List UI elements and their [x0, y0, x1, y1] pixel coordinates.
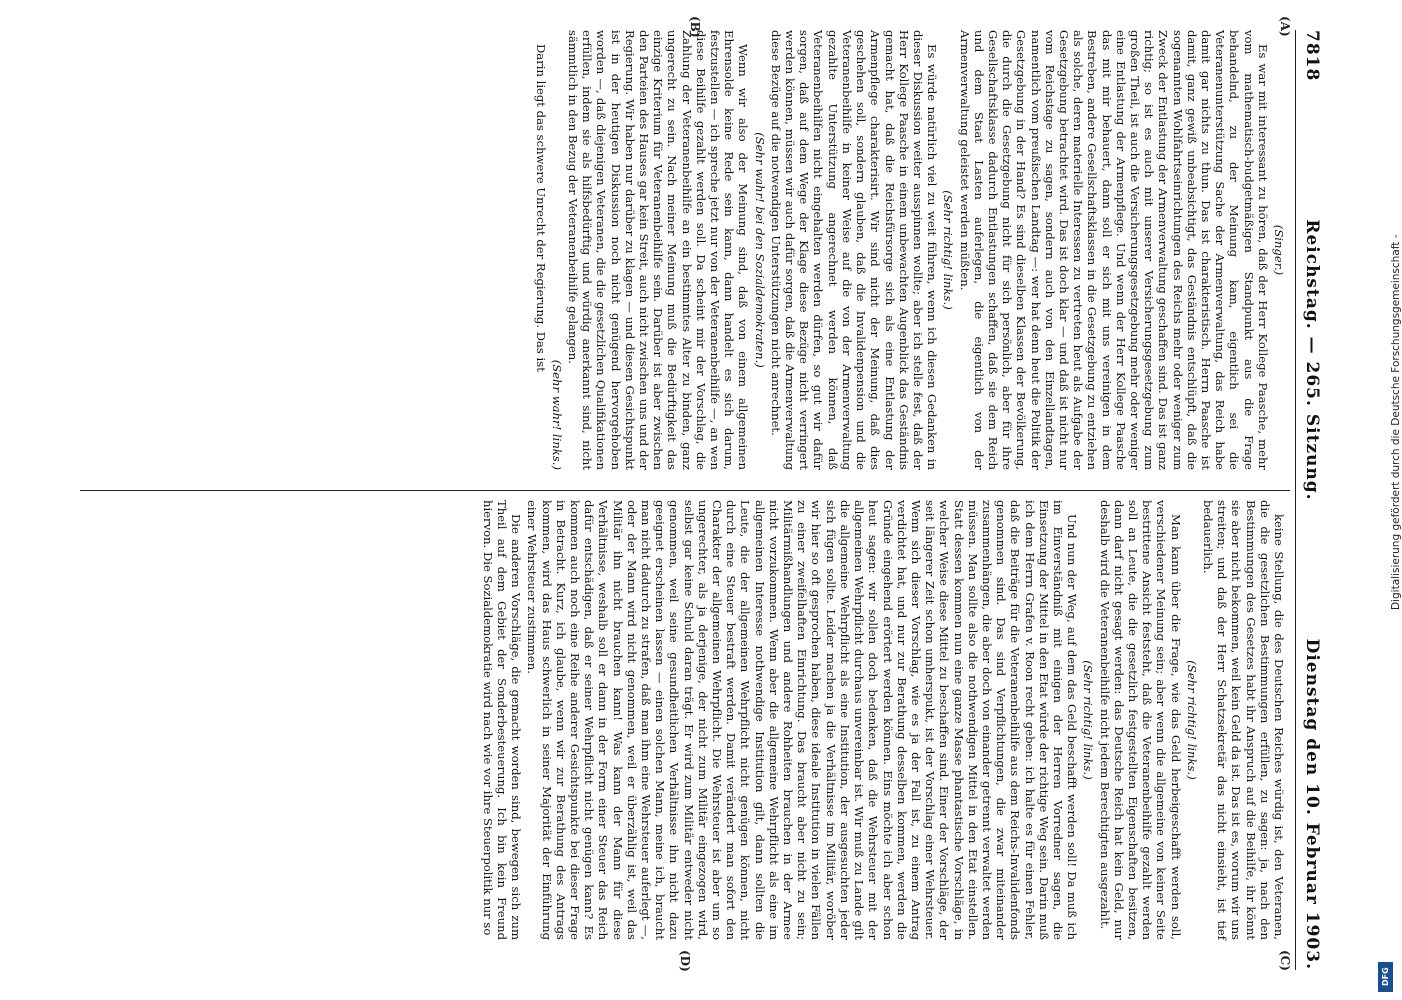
margin-mark-c: (C)	[1278, 950, 1292, 971]
dfg-logo: DFG	[1378, 962, 1393, 992]
interjection: (Sehr richtig! links.)	[941, 190, 956, 310]
digitization-credit: Digitalisierung gefördert durch die Deutsche Forschungsgemeinschaft -	[1390, 234, 1402, 610]
paragraph: Es würde natürlich viel zu weit führen, wenn ich diesen Gedanken in dieser Diskussion weiter ausspinnen wollte; aber ich stelle fest, daß der Herr Kollege Paasche in einem unbewachten Augenblick das Geständnis gemacht hat, daß die Reichsfürsorge sich als eine Entlastung der Armenpflege charakterisirt. Wir sind nicht der Meinung, daß dies geschehen soll, sondern glauben, daß die Invalidenpension und die Veteranenbeihilfe in keiner Weise auf die von der Armenverwaltung gezahlte Unterstützung angerechnet werden können, daß Veteranenbeihilfen nicht eingehalten werden dürfen, so gut wir dafür sorgen, daß auf dem Wege der Klage diese Bezüge nicht verringert werden können, müssen wir auch dafür sorgen, daß die Armenverwaltung diese Bezüge auf die notwendigen Unterstützungen nicht anrechnet.	[768, 30, 940, 470]
left-column	[81, 30, 1286, 470]
interjection: (Sehr richtig! links.)	[1081, 660, 1096, 780]
interjection: (Sehr wahr! links.)	[549, 359, 564, 470]
interjection: (Sehr richtig! links.)	[1184, 660, 1199, 780]
paragraph: Man kann über die Frage, wie das Geld herbeigeschafft werden soll, verschiedener Meinung sein; aber wenn die allgemeine von keiner Seite bestrittene Ansicht feststeht, daß die Veteranenbeihilfe gezahlt werden soll an Leute, die die gesetzlich festgestellten Eigenschaften besitzen, dann darf nicht gesagt werden: das Deutsche Reich hat kein Geld, nur deshalb wird die Veteranenbeihilfe nicht jedem Berechtigten ausgezahlt.	[1097, 500, 1183, 940]
speaker-name: (Singer.)	[1272, 224, 1286, 276]
running-header	[1295, 30, 1322, 970]
column-separator	[80, 490, 1290, 491]
paragraph: Darin liegt das schwere Unrecht der Regierung. Das ist	[533, 44, 548, 372]
paragraph: Es war mit interessant zu hören, daß der Herr Kollege Paasche, mehr vom mathematisch-budgetmäßigen Standpunkt aus die Frage behandelnd, zu der Meinung kam, eigentlich sei die Veteranenunterstützung Sache der Armenverwaltung, das Reich habe damit gar nichts zu thun. Das ist charakteristisch. Herrn Paasche ist damit, ganz gewiß unbeabsichtigt, das Geständnis entschlüpft, daß die sogenannten Wohlfahrtseinrichtungen des Reichs mehr oder weniger zum Zweck der Entlastung der Armenverwaltung geschaffen sind. Das ist ganz richtig; so ist es auch mit unserer Versicherungsgesetzgebung zum großen Theil, ist auch die Versicherungsgesetzgebung mehr oder weniger eine Entlastung der Armenpflege. Und wenn der Herr Kollege Paasche das mit mir behauert, dann soll er sich mit uns vereinigen in dem Bestreben, andere Gesellschaftsklassen in die Gesetzgebung zu entziehen als solche, deren materielle Interessen zu vertreten heut als Aufgabe der Gesetzgebung betrachtet wird. Das ist doch klar — und daß ist nicht nur vom Reichstage zu sagen, sondern auch von den Einzellandtagen, namentlich vom preußischen Landtag —: wer hat denn heut die Politik der Gesetzgebung in der Hand? Es sind dieselben Klassen der Bevölkerung, die durch die Gesetzgebung nicht für sich persönlich, aber für ihre Gesellschaftsklasse dadurch Entlastungen schaffen, daß sie dem Reich und dem Staat Lasten auferlegen, die eigentlich von der Armenverwaltung geleistet werden müßten.	[957, 30, 1270, 470]
margin-mark-a: (A)	[1278, 16, 1292, 37]
paragraph: Die anderen Vorschläge, die gemacht worden sind, bewegen sich zum Theil auf dem Gebiet der Sonderbesteuerung. Ich bin kein Freund hiervon. Die Sozialdemokratie wird nach wie vor ihre Steuerpolitik nur so	[480, 500, 524, 940]
right-column	[81, 500, 1286, 940]
header-title: Reichstag. — 265. Sitzung.	[1302, 219, 1322, 501]
header-date: Dienstag den 10. Februar 1903.	[1302, 638, 1322, 970]
paragraph: Und nun der Weg, auf dem das Geld beschafft werden soll! Da muß ich im Einverständniß mit einigen der Herren Vorredner sagen, die Einsetzung der Mittel in den Etat würde der richtige Weg sein. Darin muß ich dem Herrn Grafen v. Roon recht geben: ich halte es für einen Fehler, daß die Beiträge für die Veteranenbeihilfe aus dem Reichs-Invalidenfonds genommen sind. Das sind Verpflichtungen, die zwar miteinander zusammenhängen, die aber doch von einander getrennt verwaltet werden müssen. Man sollte also die nothwendigen Mittel in den Etat einstellen. Statt dessen kommen nun eine ganze Masse phantastische Vorschläge, in welcher Weise diese Mittel zu beschaffen sind. Einer der Vorschläge, der seit längerer Zeit schon umherspukt, ist der Vorschlag einer Wehrsteuer. Wenn sich dieser Vorschlag, wie es ja der Fall ist, zu einem Antrag verdichtet hat, und nur zur Berathung desselben kommen, werden die Gründe eingehend erörtert werden können. Eins möchte ich aber schon heut sagen: wir sollen doch bedenken, daß die Wehrsteuer mit der allgemeinen Wehrpflicht durchaus unvereinbar ist. Wir muß zu Lande gilt die allgemeine Wehrpflicht als eine Institution, der ausgesuchten jeder sich fügen sollte. Leider machen ja die Verhältnisse im Militär, woröber wir hier so oft gesprochen haben, diese ideale Institution in vielen Fällen zu einer zweifelhaften Einrichtung. Das braucht aber nicht zu sein; Militärmißhandlungen und andere Rohheiten brauchen in der Armee nicht vorzukommen. Wenn aber die allgemeine Wehrpflicht als eine im allgemeinen Interesse nothwendige Institution gilt, dann sollten die Leute, die der allgemeinen Wehrpflicht nicht genügen können, nicht durch eine Steuer bestraft werden. Damit verändert man sofort den Charakter der allgemeinen Wehrpflicht. Die Wehrsteuer ist aber um so ungerechter, als ja derjenige, der nicht zum Militär eingezogen wird, selbst gar keine Schuld daran trägt. Er wird zum Militär entweder nicht genommen, weil seine gesundheitlichen Verhältnisse ihn nicht dazu geeignet erscheinen lassen — einen solchen Mann, meine ich, braucht man nicht dadurch zu strafen, daß man ihm eine Wehrsteuer auferlegt —, oder der Mann wird nicht genommen, weil er überzählig ist, weil das Militär ihn nicht brauchen kann! Was kann der Mann für diese Verhältnisse, weshalb soll er dann in der Form einer Steuer das Reich dafür entschädigen, daß er seiner Wehrpflicht nicht genügen kann? Es kommen auch noch eine Reihe anderer Gesichtspunkte bei dieser Frage in Betracht. Kurz, ich glaube, wenn wir zur Berathung des Antrags kommen, wird das Haus schwerlich in seiner Majorität der Einführung einer Wehrsteuer zustimmen.	[525, 500, 1080, 940]
rotated-page-content	[77, 16, 1322, 972]
paragraph: keine Stellung, die des Deutschen Reiches würdig ist, den Veteranen, die die gesetzlichen Bestimmungen erfüllen, zu sagen: ja, nach den Bestimmungen des Gesetzes habt ihr Anspruch auf die Beihilfe, ihr könnt sie aber nicht bekommen, weil kein Geld da ist. Das ist es, worum wir uns streiten; und daß der Herr Schatzsekretär das nicht einsieht, ist tief bedauerlich.	[1200, 500, 1286, 940]
margin-mark-b: (B)	[688, 16, 702, 38]
paragraph: Wenn wir also der Meinung sind, daß von einem allgemeinen Ehrensolde keine Rede sein kann, dann handelt es sich darum, festzustellen — ich spreche jetzt nur von der Veteranenbeihilfe —, an wen diese Beihilfe gezahlt werden soll. Da scheint mir der Vorschlag, die Zahlung der Veteranenbeihilfe an ein bestimmtes Alter zu binden, ganz ungerecht zu sein. Nach meiner Meinung muß die Bedürftigkeit das einzige Kriterium für Veteranenbeihilfe sein. Darüber ist aber zwischen den Parteien des Hauses gar kein Streit, auch nicht zwischen uns und der Regierung. Wir haben nur darüber zu klagen — und diesen Gesichtspunkt ist in der heutigen Diskussion noch nicht genügend hervorgehoben worden —, daß diejenigen Veteranen, die die gesetzlichen Qualifikationen erfüllen, indem sie als hilfsbedürftig und würdig anerkannt sind, nicht sämmtlich in den Bezug der Veteranenbeihilfe gelangen.	[566, 30, 751, 470]
margin-mark-d: (D)	[678, 950, 692, 972]
interjection: (Sehr wahr! bei den Sozialdemokraten.)	[752, 132, 767, 368]
page-number: 7818	[1302, 30, 1322, 82]
